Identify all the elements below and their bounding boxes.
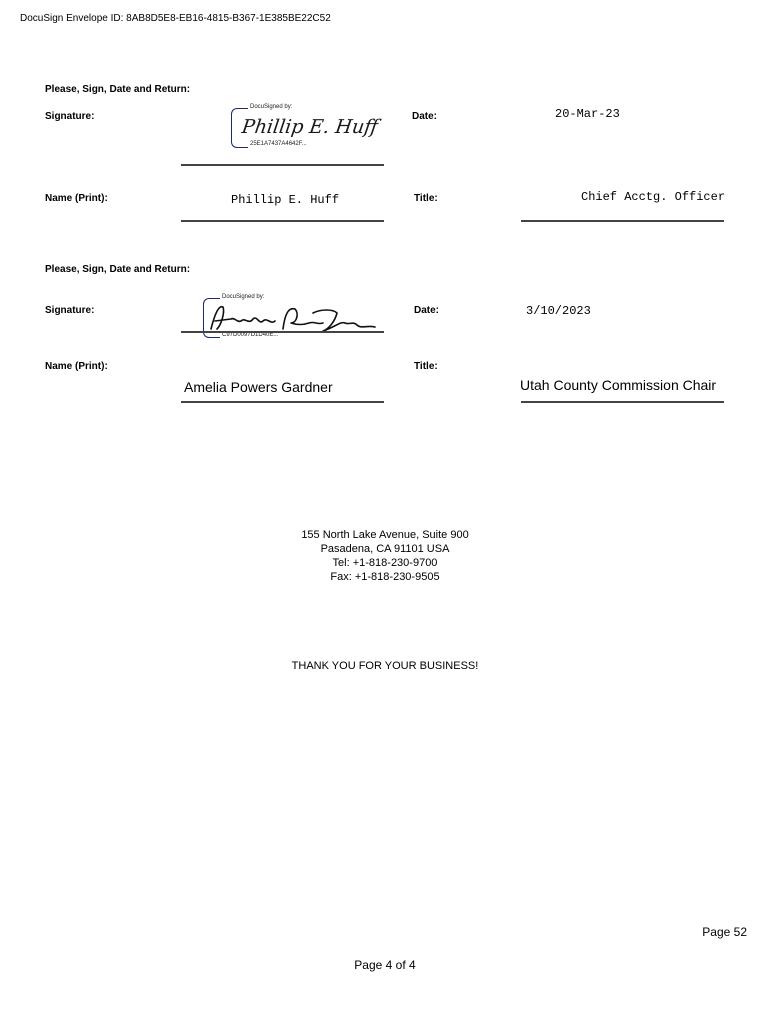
page-of: Page 4 of 4: [354, 958, 416, 972]
address-line-1: 155 North Lake Avenue, Suite 900: [301, 529, 469, 541]
company-address: [0, 528, 770, 584]
signature-label-2: Signature:: [45, 305, 95, 316]
signature-line-1: [181, 164, 384, 166]
section-heading-1: Please, Sign, Date and Return:: [45, 84, 191, 95]
page-number: Page 52: [702, 925, 747, 939]
title-label-1: Title:: [414, 193, 438, 204]
name-label-1: Name (Print):: [45, 193, 108, 204]
title-value-2: Utah County Commission Chair: [520, 377, 717, 393]
name-value-2: Amelia Powers Gardner: [184, 379, 333, 395]
date-value-2: 3/10/2023: [526, 304, 591, 318]
name-value-1: Phillip E. Huff: [231, 193, 340, 207]
signature-line-2: [181, 331, 384, 333]
date-label-2: Date:: [414, 305, 440, 316]
section-heading-2: Please, Sign, Date and Return:: [45, 264, 191, 275]
docusigned-by-label-1: DocuSigned by:: [250, 104, 293, 110]
title-value-1: Chief Acctg. Officer: [581, 190, 726, 204]
signer-id-1: 25E1A7437A4642F...: [250, 141, 307, 147]
name-line-2: [181, 401, 384, 403]
title-line-2: [521, 401, 724, 403]
signature-1: Phillip E. Huff: [240, 116, 380, 138]
signer-id-2: C97D0097D1D40E...: [222, 332, 279, 338]
date-label-1: Date:: [412, 111, 438, 122]
signature-label-1: Signature:: [45, 111, 95, 122]
name-line-1: [181, 220, 384, 222]
title-label-2: Title:: [414, 361, 438, 372]
name-label-2: Name (Print):: [45, 361, 108, 372]
docusigned-by-label-2: DocuSigned by:: [222, 294, 265, 300]
date-value-1: 20-Mar-23: [555, 107, 620, 121]
thank-you-note: THANK YOU FOR YOUR BUSINESS!: [291, 660, 479, 672]
address-line-2: Pasadena, CA 91101 USA: [320, 543, 450, 555]
address-fax: Fax: +1-818-230-9505: [330, 571, 440, 583]
title-line-1: [521, 220, 724, 222]
address-tel: Tel: +1-818-230-9700: [332, 557, 438, 569]
envelope-id: DocuSign Envelope ID: 8AB8D5E8-EB16-4815-B367-1E385BE22C52: [20, 13, 331, 24]
